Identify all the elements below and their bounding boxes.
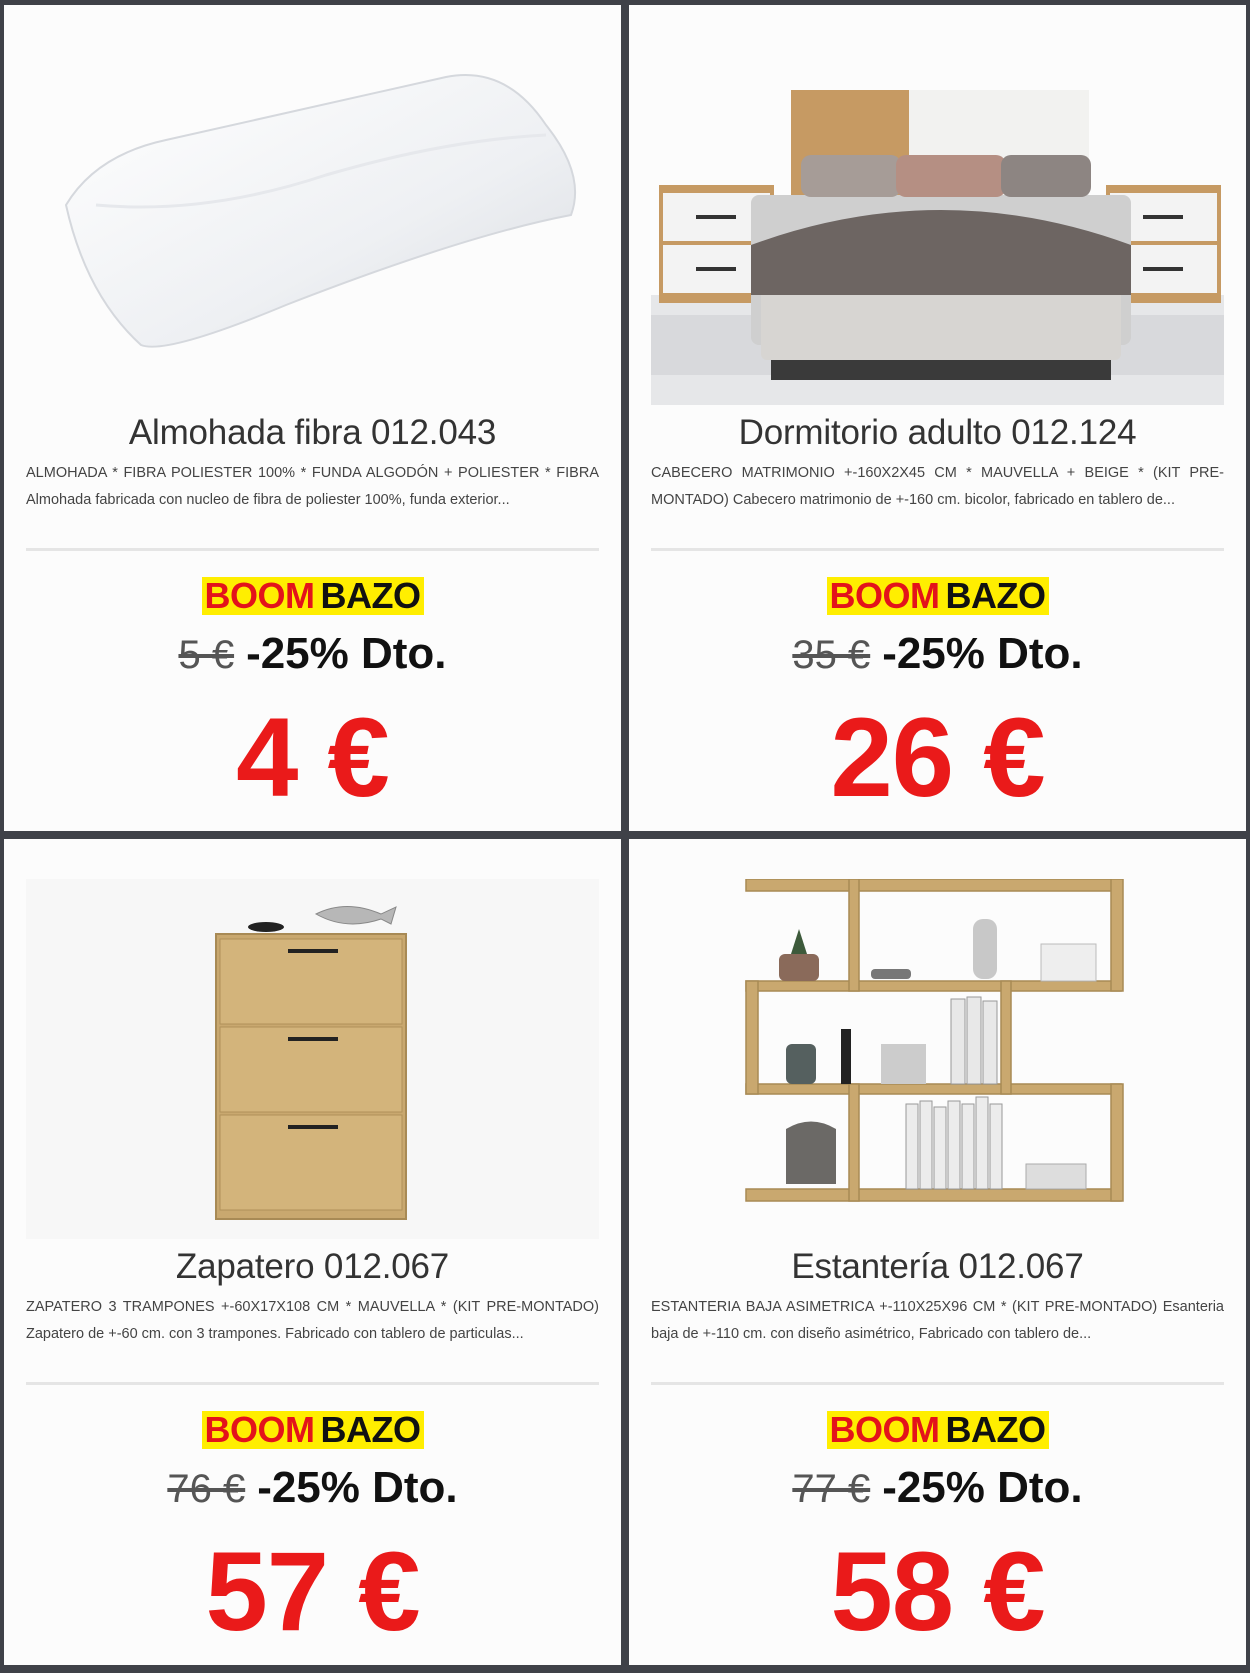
product-description: ZAPATERO 3 TRAMPONES +-60X17X108 CM * MAUVELLA * (KIT PRE-MONTADO) Zapatero de +-60 cm. con 3 trampones. Fabricado con tablero de particulas... [26, 1299, 599, 1342]
badge-word-bazo: BAZO [320, 575, 421, 616]
product-description: ALMOHADA * FIBRA POLIESTER 100% * FUNDA ALGODÓN + POLIESTER * FIBRA Almohada fabricada con nucleo de fibra de poliester 100%, funda exterior... [26, 465, 599, 508]
shoe-cabinet-image[interactable] [26, 879, 599, 1239]
product-card[interactable] [629, 5, 1246, 831]
old-price: 35 € [792, 633, 871, 677]
product-description: ESTANTERIA BAJA ASIMETRICA +-110X25X96 CM * (KIT PRE-MONTADO) Esanteria baja de +-110 cm. con diseño asimétrico, Fabricado con tablero de... [651, 1299, 1224, 1342]
badge-word-boom: BOOM [829, 575, 940, 616]
discount-percent: -25% Dto. [882, 629, 1083, 678]
product-title[interactable]: Dormitorio adulto 012.124 [738, 413, 1137, 452]
discount-percent: -25% Dto. [257, 1463, 458, 1512]
discount-percent: -25% Dto. [882, 1463, 1083, 1512]
boombazo-badge [4, 1411, 621, 1449]
boombazo-badge [629, 1411, 1246, 1449]
badge-word-bazo: BAZO [320, 1409, 421, 1450]
discount-line [4, 630, 621, 679]
sale-price: 26 € [830, 695, 1045, 820]
product-title[interactable]: Almohada fibra 012.043 [128, 413, 497, 452]
boombazo-badge [629, 577, 1246, 615]
product-title[interactable]: Zapatero 012.067 [175, 1247, 450, 1286]
discount-line [4, 1464, 621, 1513]
bedroom-image[interactable] [651, 45, 1224, 405]
divider [26, 548, 599, 551]
old-price: 77 € [792, 1467, 871, 1511]
sale-price: 58 € [830, 1529, 1045, 1654]
bookshelf-image[interactable] [651, 879, 1224, 1239]
discount-line [629, 630, 1246, 679]
divider [26, 1382, 599, 1385]
product-title[interactable]: Estantería 012.067 [791, 1247, 1084, 1286]
product-description: CABECERO MATRIMONIO +-160X2X45 CM * MAUVELLA + BEIGE * (KIT PRE-MONTADO) Cabecero matrimonio de +-160 cm. bicolor, fabricado en tablero de... [651, 465, 1224, 508]
divider [651, 548, 1224, 551]
sale-price: 57 € [205, 1529, 420, 1654]
badge-word-bazo: BAZO [945, 1409, 1046, 1450]
discount-line [629, 1464, 1246, 1513]
old-price: 5 € [178, 633, 235, 677]
divider [651, 1382, 1224, 1385]
badge-word-boom: BOOM [829, 1409, 940, 1450]
discount-percent: -25% Dto. [246, 629, 447, 678]
product-card[interactable] [629, 839, 1246, 1665]
badge-word-boom: BOOM [204, 1409, 315, 1450]
badge-word-boom: BOOM [204, 575, 315, 616]
old-price: 76 € [167, 1467, 246, 1511]
product-card[interactable] [4, 5, 621, 831]
boombazo-badge [4, 577, 621, 615]
sale-price: 4 € [236, 695, 389, 820]
pillow-image[interactable] [26, 45, 599, 405]
badge-word-bazo: BAZO [945, 575, 1046, 616]
product-card[interactable] [4, 839, 621, 1665]
